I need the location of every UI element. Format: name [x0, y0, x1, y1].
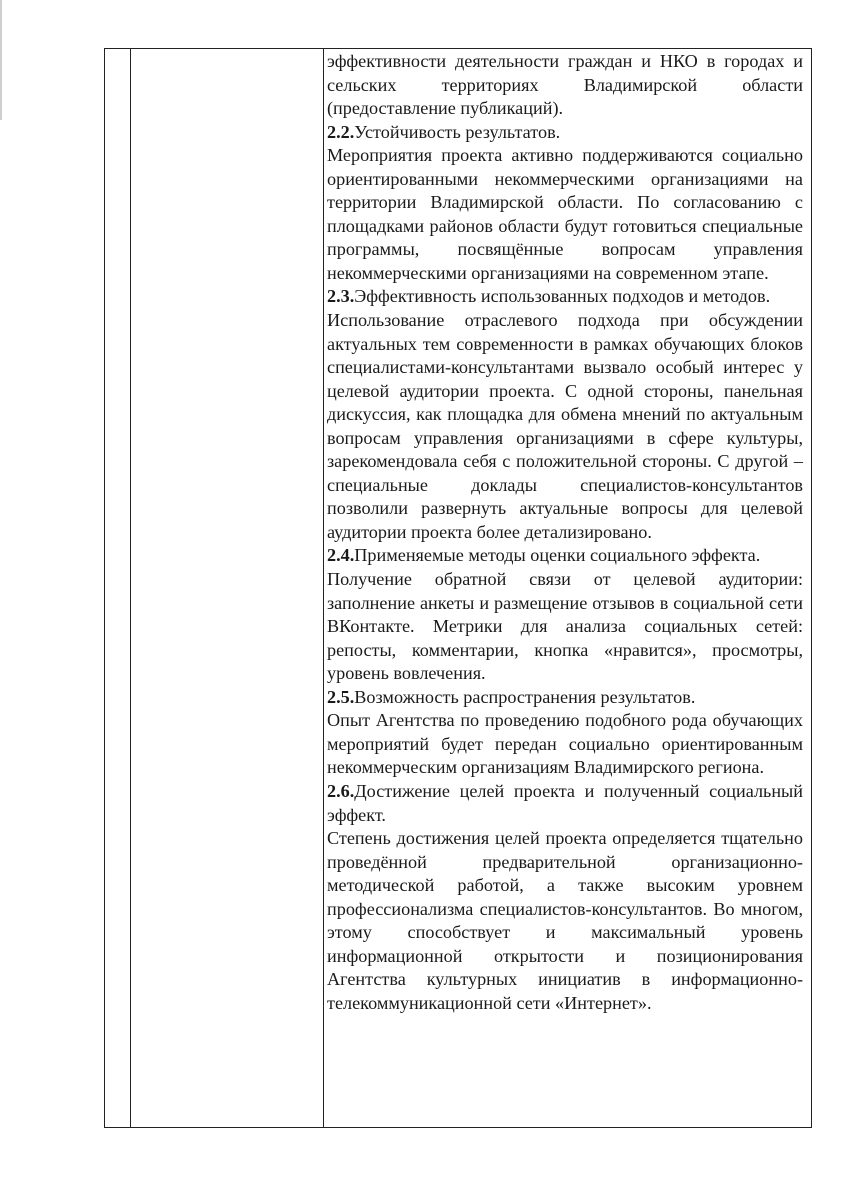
section-title: Устойчивость результатов.	[354, 121, 561, 142]
table-column-divider-1	[130, 49, 131, 1127]
section-heading-2-3	[327, 285, 803, 309]
scan-edge-shadow	[0, 0, 2, 120]
paragraph-2-4: Получение обратной связи от целевой аудитории: заполнение анкеты и размещение отзывов в социальной сети ВКонтакте. Метрики для анализа социальных сетей: репосты, комментарии, кнопка «нравится», просмотры, уровень вовлечения.	[327, 569, 803, 684]
section-heading-2-4	[327, 544, 803, 568]
paragraph-2-5: Опыт Агентства по проведению подобного рода обучающих мероприятий будет передан социально ориентированным некоммерческим организациям Владимирского региона.	[327, 710, 803, 778]
section-title: Эффективность использованных подходов и методов.	[354, 286, 771, 307]
section-number: 2.2.	[327, 121, 355, 142]
section-title: Возможность распространения результатов.	[354, 686, 696, 707]
paragraph-2-2: Мероприятия проекта активно поддерживаются социально ориентированными некоммерческими организациями на территории Владимирской области. По согласованию с площадками районов области будут готовиться специальные программы, посвящённые вопросам управления некоммерческими организациями на современном этапе.	[327, 145, 803, 283]
section-number: 2.6.	[327, 780, 355, 801]
content-cell	[327, 50, 803, 1015]
section-heading-2-5	[327, 686, 803, 710]
section-number: 2.5.	[327, 686, 355, 707]
paragraph-intro-continuation: эффективности деятельности граждан и НКО в городах и сельских территориях Владимирской области (предоставление публикаций).	[327, 51, 803, 119]
section-title: Применяемые методы оценки социального эффекта.	[354, 545, 761, 566]
section-heading-2-2	[327, 121, 803, 145]
section-number: 2.4.	[327, 545, 355, 566]
section-title: Достижение целей проекта и полученный социальный эффект.	[327, 780, 803, 825]
paragraph-2-3: Использование отраслевого подхода при обсуждении актуальных тем современности в рамках обучающих блоков специалистами-консультантами вызвало особый интерес у целевой аудитории проекта. С одной стороны, панельная дискуссия, как площадка для обмена мнений по актуальным вопросам управления организациями в сфере культуры, зарекомендовала себя с положительной стороны. С другой – специальные доклады специалистов-консультантов позволили развернуть актуальные вопросы для целевой аудитории проекта более детализировано.	[327, 310, 803, 542]
paragraph-2-6: Степень достижения целей проекта определяется тщательно проведённой предварительной организационно-методической работой, а также высоким уровнем профессионализма специалистов-консультантов. Во многом, этому способствует и максимальный уровень информационной открытости и позиционирования Агентства культурных инициатив в информационно-телекоммуникационной сети «Интернет».	[327, 828, 803, 1013]
section-number: 2.3.	[327, 286, 355, 307]
section-heading-2-6	[327, 780, 803, 827]
table-column-divider-2	[323, 49, 324, 1127]
